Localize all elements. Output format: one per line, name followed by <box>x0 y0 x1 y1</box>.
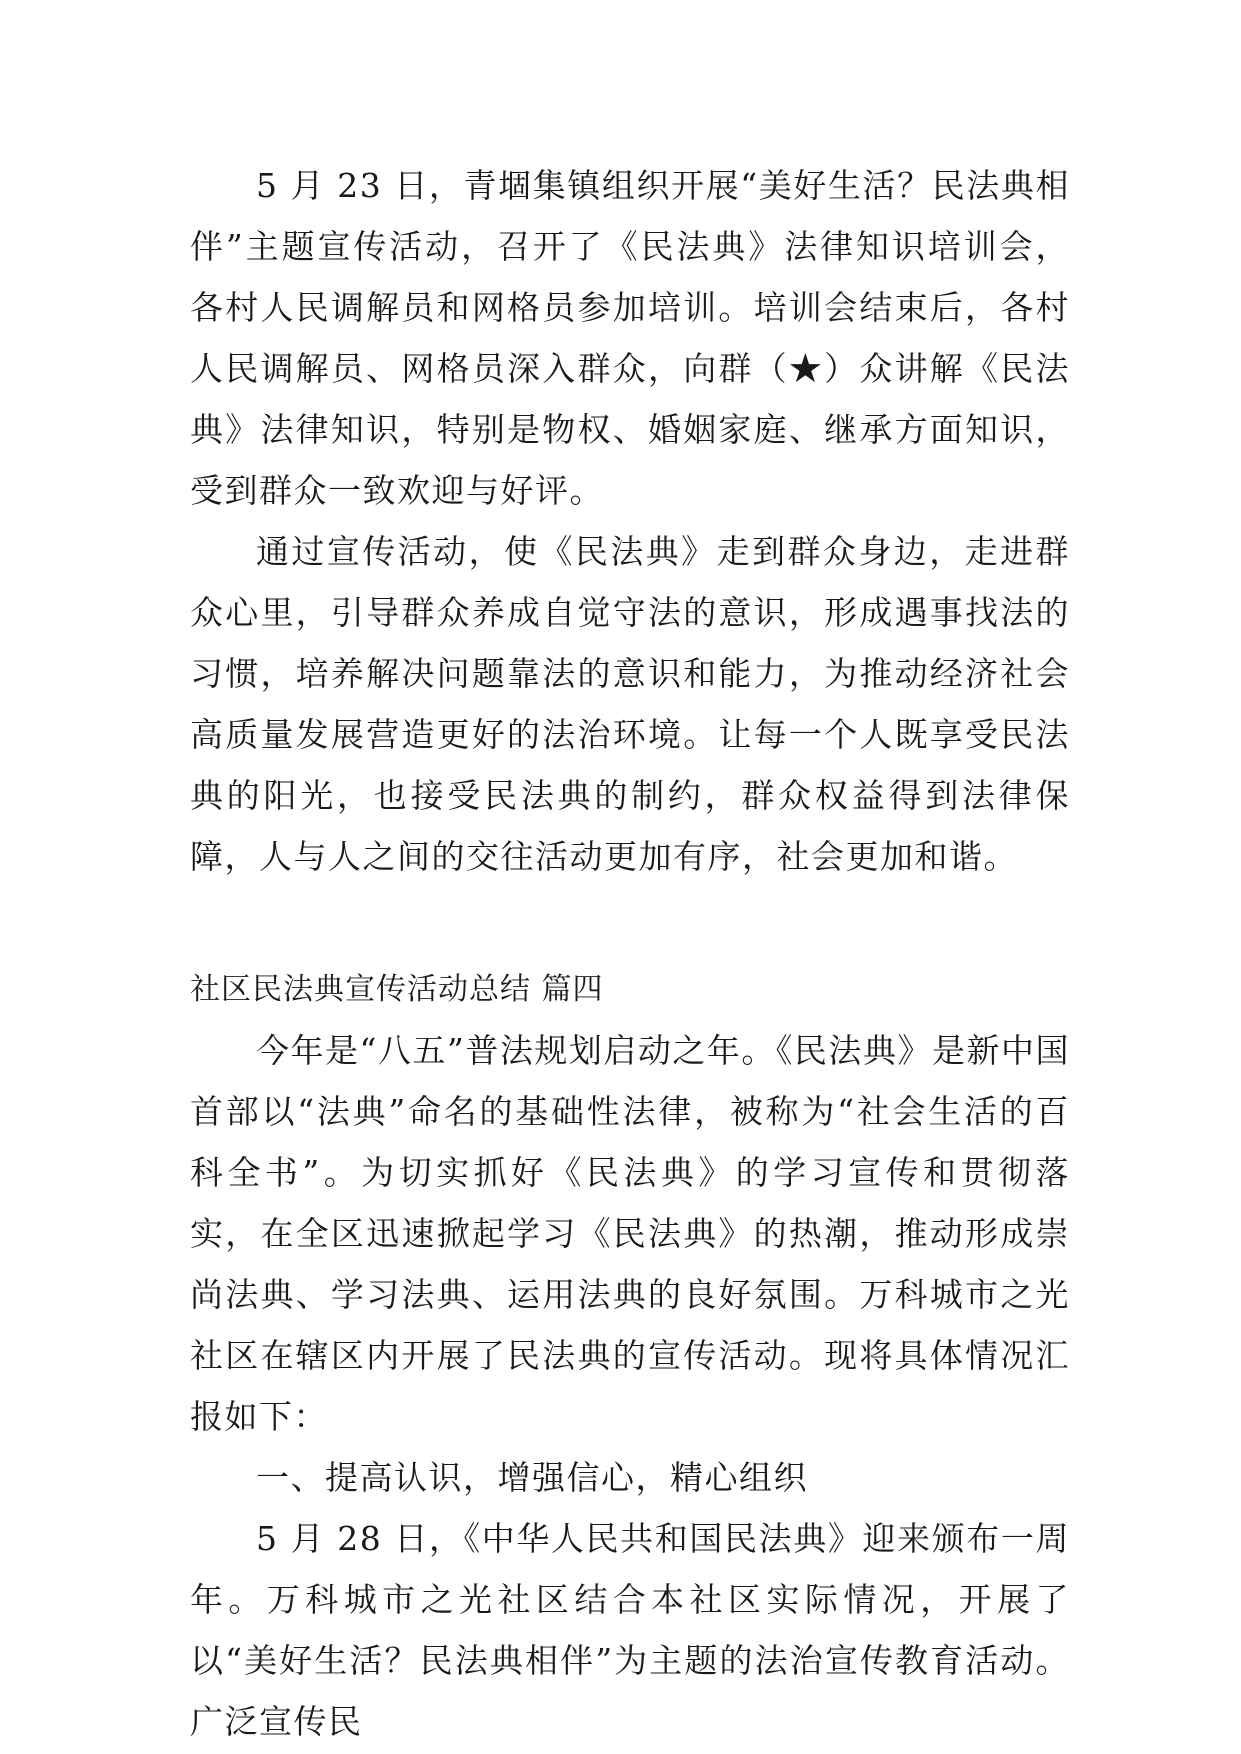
subheading: 一、提高认识，增强信心，精心组织 <box>256 1458 808 1497</box>
paragraph: 今年是“八五”普法规划启动之年。《民法典》是新中国首部以“法典”命名的基础性法律，被称为“社会生活的百科全书”。为切实抓好《民法典》的学习宣传和贯彻落实，在全区迅速掀起学习《民法典》的热潮，推动形成崇尚法典、学习法典、运用法典的良好氛围。万科城市之光社区在辖区内开展了民法典的宣传活动。现将具体情况汇报如下： <box>190 1031 1070 1436</box>
paragraph: 5 月 28 日，《中华人民共和国民法典》迎来颁布一周年。万科城市之光社区结合本社区实际情况，开展了以“美好生活？民法典相伴”为主题的法治宣传教育活动。广泛宣传民 <box>190 1519 1070 1741</box>
document-body <box>190 155 1070 1752</box>
section-title: 社区民法典宣传活动总结 篇四 <box>190 972 604 1007</box>
paragraph: 5 月 23 日，青堌集镇组织开展“美好生活？民法典相伴”主题宣传活动，召开了《民法典》法律知识培训会，各村人民调解员和网格员参加培训。培训会结束后，各村人民调解员、网格员深入群众，向群（★）众讲解《民法典》法律知识，特别是物权、婚姻家庭、继承方面知识，受到群众一致欢迎与好评。 <box>190 166 1070 510</box>
paragraph: 通过宣传活动，使《民法典》走到群众身边，走进群众心里，引导群众养成自觉守法的意识，形成遇事找法的习惯，培养解决问题靠法的意识和能力，为推动经济社会高质量发展营造更好的法治环境。让每一个人既享受民法典的阳光，也接受民法典的制约，群众权益得到法律保障，人与人之间的交往活动更加有序，社会更加和谐。 <box>190 532 1070 876</box>
